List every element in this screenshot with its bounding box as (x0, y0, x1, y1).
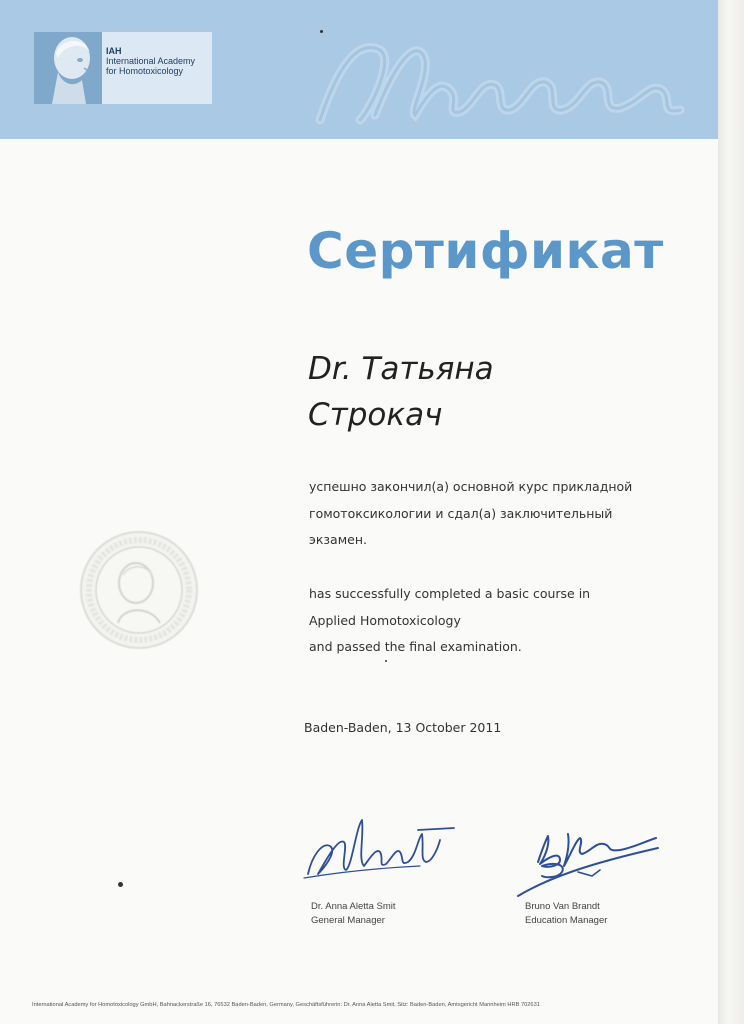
founder-portrait-icon (34, 32, 102, 104)
scan-speck (118, 882, 123, 887)
scan-speck (385, 660, 387, 662)
signatory-education-manager (525, 900, 607, 927)
statement-en-line2: Applied Homotoxicology (309, 612, 461, 628)
logo-name-line1: International Academy (106, 56, 196, 66)
recipient-name-line2: Строкач (308, 397, 443, 433)
certificate-title: Сертификат (307, 222, 664, 280)
statement-ru-line1: успешно закончил(а) основной курс прикладной (309, 479, 633, 494)
place-and-date: Baden-Baden, 13 October 2011 (304, 720, 502, 735)
statement-en-line1: has successfully completed a basic course in (309, 586, 591, 601)
logo-name-line2: for Homotoxicology (106, 66, 184, 76)
statement-russian (309, 474, 709, 554)
scan-speck (320, 30, 323, 33)
signatory-general-manager (311, 900, 396, 927)
company-footer: International Academy for Homotoxicology GmbH, Bahnackerstraße 16, 76532 Baden-Baden, Germany, Geschäftsführerin: Dr. Anna Aletta Smit, Sitz: Baden-Baden, Amtsgericht Mannheim HRB 702631 (32, 1002, 540, 1008)
signature-anna-aletta-smit (300, 808, 460, 890)
signature-bruno-van-brandt (508, 816, 668, 906)
signatory-title: Education Manager (525, 914, 608, 926)
decorative-signature-watermark (300, 20, 700, 138)
signatory-name: Bruno Van Brandt (525, 901, 600, 912)
signatory-name: Dr. Anna Aletta Smit (311, 901, 396, 912)
page-edge (718, 0, 744, 1024)
logo-text (106, 46, 210, 76)
signatory-title: General Manager (311, 914, 385, 926)
iah-logo (34, 32, 212, 104)
logo-abbreviation: IAH (106, 46, 122, 56)
statement-ru-line2: гомотоксикологии и сдал(а) заключительный (309, 505, 613, 521)
recipient-name (308, 346, 688, 438)
recipient-name-line1: Dr. Татьяна (308, 351, 494, 387)
header-band (0, 0, 718, 139)
statement-ru-line3: экзамен. (309, 532, 367, 547)
statement-english (309, 581, 709, 661)
embossed-seal-icon (76, 527, 202, 653)
statement-en-line3: and passed the final examination. (309, 639, 522, 654)
